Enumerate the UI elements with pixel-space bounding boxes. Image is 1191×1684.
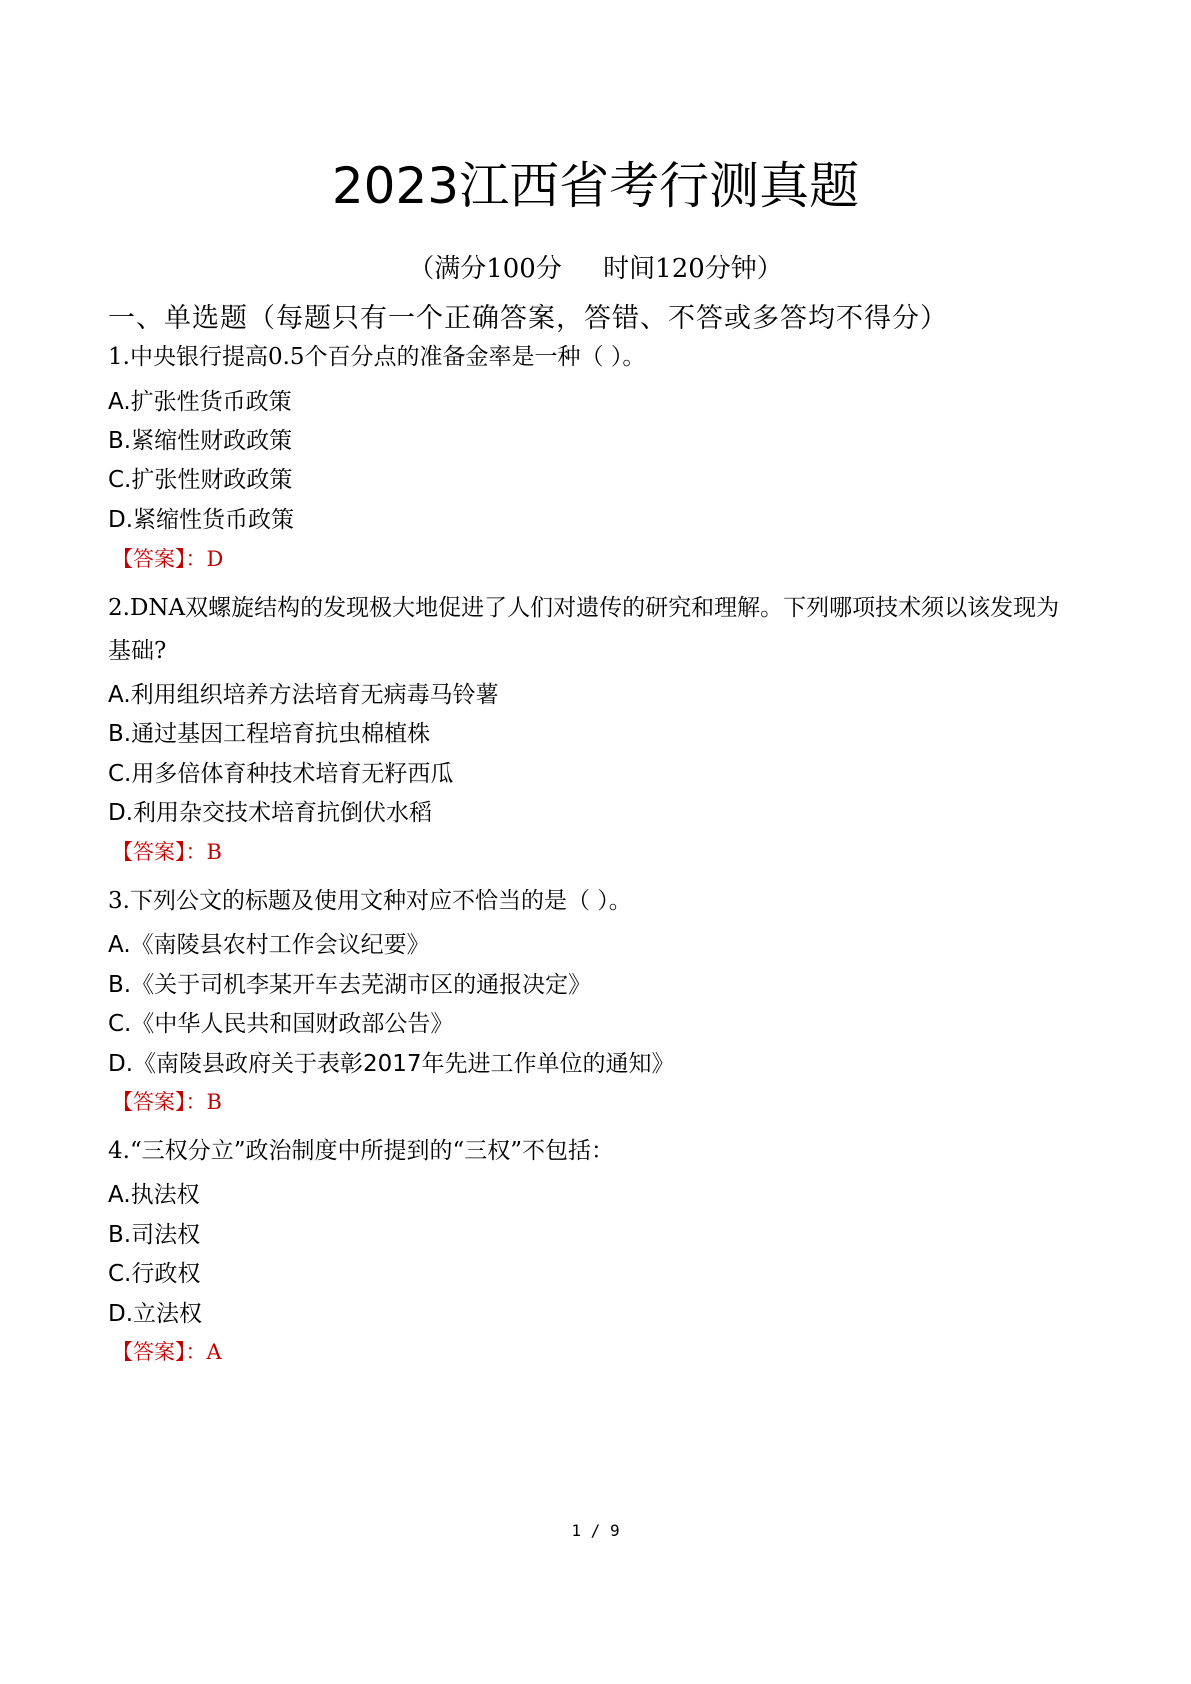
answer-option: B.司法权: [108, 1222, 201, 1248]
answer-key: 【答案】：B: [112, 1090, 222, 1114]
question-stem: 1.中央银行提高0.5个百分点的准备金率是一种（ ）。: [108, 344, 646, 370]
question-stem: 3.下列公文的标题及使用文种对应不恰当的是（ ）。: [108, 888, 632, 914]
document-title: 2023江西省考行测真题: [331, 157, 860, 215]
page-number: 1 / 9: [571, 1521, 620, 1540]
answer-key: 【答案】：D: [112, 547, 224, 571]
answer-option: A.《南陵县农村工作会议纪要》: [108, 932, 430, 958]
answer-option: C.《中华人民共和国财政部公告》: [108, 1011, 454, 1037]
answer-option: D.紧缩性货币政策: [108, 507, 295, 533]
answer-option: C.用多倍体育种技术培育无籽西瓜: [108, 761, 454, 787]
answer-option: B.《关于司机李某开车去芜湖市区的通报决定》: [108, 972, 592, 998]
answer-key: 【答案】：B: [112, 840, 222, 864]
question-stem: 基础?: [108, 638, 167, 664]
exam-info-subtitle: （满分100分 时间120分钟）: [408, 254, 783, 284]
answer-option: D.《南陵县政府关于表彰2017年先进工作单位的通知》: [108, 1051, 675, 1077]
question-stem: 2.DNA双螺旋结构的发现极大地促进了人们对遗传的研究和理解。下列哪项技术须以该发现为: [108, 595, 1060, 621]
question-stem: 4.“三权分立”政治制度中所提到的“三权”不包括：: [108, 1138, 614, 1164]
answer-option: C.扩张性财政政策: [108, 467, 293, 493]
answer-option: A.利用组织培养方法培育无病毒马铃薯: [108, 682, 499, 708]
answer-option: C.行政权: [108, 1261, 201, 1287]
answer-option: B.紧缩性财政政策: [108, 428, 293, 454]
answer-option: A.扩张性货币政策: [108, 389, 292, 415]
answer-option: D.利用杂交技术培育抗倒伏水稻: [108, 800, 433, 826]
answer-option: A.执法权: [108, 1182, 200, 1208]
answer-key: 【答案】：A: [112, 1340, 222, 1364]
answer-option: B.通过基因工程培育抗虫棉植株: [108, 721, 431, 747]
answer-option: D.立法权: [108, 1301, 203, 1327]
section-heading: 一、单选题（每题只有一个正确答案，答错、不答或多答均不得分）: [108, 303, 948, 334]
